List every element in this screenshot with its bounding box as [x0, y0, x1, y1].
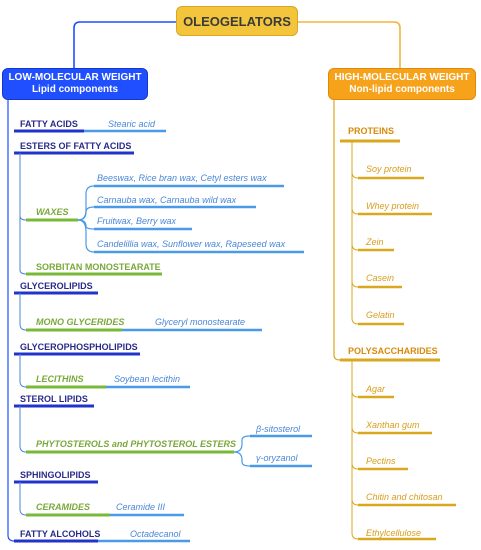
sphingolipids-label: SPHINGOLIPIDS	[20, 470, 91, 480]
fatty-alcohols-label: FATTY ALCOHOLS	[20, 529, 101, 539]
xanthan-gum-label: Xanthan gum	[366, 420, 420, 430]
root-to-low-link	[74, 22, 176, 68]
gelatin-label: Gelatin	[366, 310, 395, 320]
stearic-acid-label: Stearic acid	[108, 119, 156, 129]
low-trunk	[8, 100, 14, 541]
lecithins-label: LECITHINS	[36, 374, 84, 384]
zein-label: Zein	[366, 237, 384, 247]
wax4-label: Candelillia wax, Sunflower wax, Rapeseed wax	[97, 239, 286, 249]
wax2-label: Carnauba wax, Carnauba wild wax	[97, 195, 237, 205]
ceramide-iii-label: Ceramide III	[116, 502, 166, 512]
wax3-label: Fruitwax, Berry wax	[97, 216, 177, 226]
sorbitan-label: SORBITAN MONOSTEARATE	[36, 262, 161, 272]
octadecanol-label: Octadecanol	[130, 529, 181, 539]
root-to-high-link	[298, 22, 400, 68]
high-title: HIGH-MOLECULAR WEIGHT	[334, 72, 470, 83]
glycerophospholipids-label: GLYCEROPHOSPHOLIPIDS	[20, 342, 138, 352]
proteins-label: PROTEINS	[348, 126, 395, 136]
low-title: LOW-MOLECULAR WEIGHT	[8, 72, 142, 83]
high-molecular-weight-node[interactable]	[328, 68, 476, 100]
esters-label: ESTERS OF FATTY ACIDS	[20, 141, 132, 151]
wax1-label: Beeswax, Rice bran wax, Cetyl esters wax	[97, 173, 267, 183]
glyceryl-monostearate-label: Glyceryl monostearate	[155, 317, 246, 327]
soy-protein-label: Soy protein	[366, 164, 412, 174]
ceramides-label: CERAMIDES	[36, 502, 91, 512]
mono-glycerides-label: MONO GLYCERIDES	[36, 317, 125, 327]
fatty-acids-label: FATTY ACIDS	[20, 119, 78, 129]
waxes-label: WAXES	[36, 207, 69, 217]
pectins-label: Pectins	[366, 456, 396, 466]
casein-label: Casein	[366, 273, 395, 283]
high-subtitle: Non-lipid components	[349, 84, 455, 95]
low-subtitle: Lipid components	[31, 84, 119, 95]
esters-trunk	[20, 153, 26, 274]
root-node[interactable]	[176, 6, 298, 36]
low-molecular-weight-node[interactable]	[2, 68, 148, 100]
beta-sitosterol-label: β-sitosterol	[256, 424, 301, 434]
polysaccharides-label: POLYSACCHARIDES	[348, 346, 438, 356]
high-trunk	[334, 100, 340, 360]
gamma-oryzanol-label: γ-oryzanol	[256, 453, 298, 463]
soybean-lecithin-label: Soybean lecithin	[114, 374, 181, 384]
whey-protein-label: Whey protein	[366, 201, 420, 211]
agar-label: Agar	[366, 384, 386, 394]
glycerolipids-label: GLYCEROLIPIDS	[20, 281, 93, 291]
ethylcellulose-label: Ethylcellulose	[366, 528, 422, 538]
chitin-chitosan-label: Chitin and chitosan	[366, 492, 443, 502]
root-title: OLEOGELATORS	[183, 13, 291, 29]
sterol-lipids-label: STEROL LIPIDS	[20, 394, 88, 404]
phytosterols-label: PHYTOSTEROLS and PHYTOSTEROL ESTERS	[36, 439, 237, 449]
